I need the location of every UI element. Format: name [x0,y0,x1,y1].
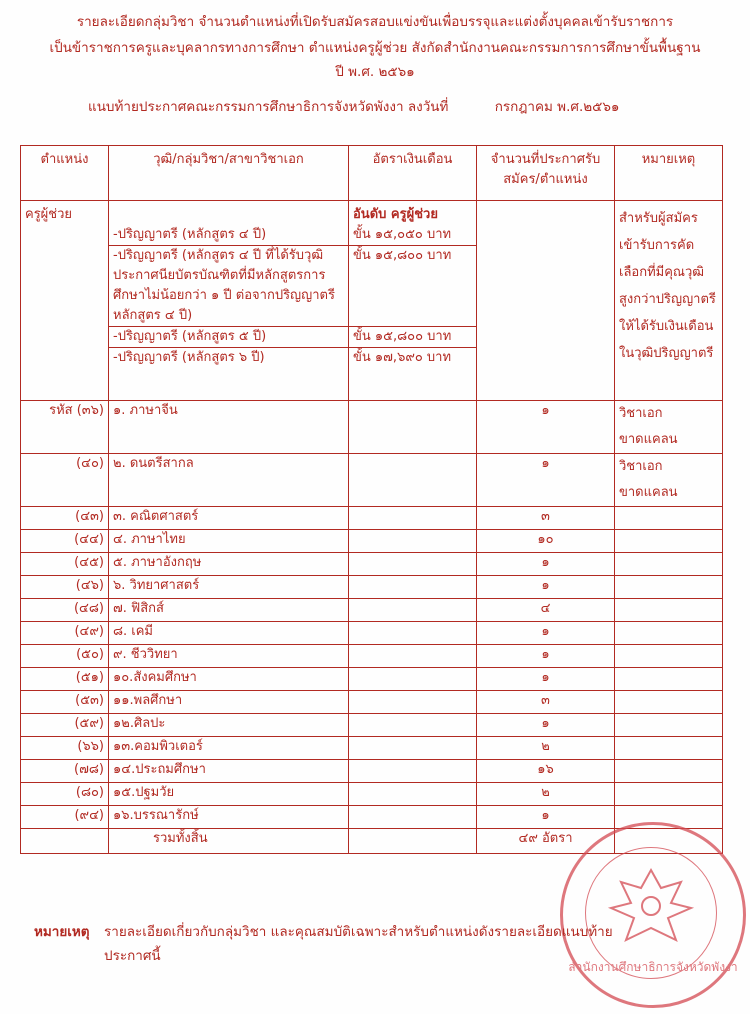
subject-name: ๑๑.พลศึกษา [109,691,349,714]
degree-count-cell [477,201,615,401]
table-row [21,760,723,783]
subject-remark [615,507,723,530]
doc-announcement-line [88,95,620,117]
subject-code: (๔๕) [21,553,109,576]
subject-remark [615,576,723,599]
subject-count: ๒ [477,737,615,760]
salary-header: อันดับ ครูผู้ช่วย [353,207,438,222]
subject-code: (๙๔) [21,806,109,829]
doc-title-line-1: รายละเอียดกลุ่มวิชา จำนวนตำแหน่งที่เปิดรับสมัครสอบแข่งขันเพื่อบรรจุและแต่งตั้งบุคคลเข้ารับราชการ [76,14,674,30]
subject-salary [349,806,477,829]
subject-count: ๓ [477,507,615,530]
subject-count: ๓ [477,691,615,714]
table-row [21,806,723,829]
table-row [21,714,723,737]
total-label: รวมทั้งสิ้น [109,829,349,854]
subject-count: ๑ [477,714,615,737]
subject-count: ๑ [477,806,615,829]
subject-remark [615,783,723,806]
subject-count: ๑ [477,401,615,454]
subject-name: ๑๔.ประถมศึกษา [109,760,349,783]
subject-code: รหัส (๓๖) [21,401,109,454]
subject-code: (๖๖) [21,737,109,760]
footnote-text: รายละเอียดเกี่ยวกับกลุ่มวิชา และคุณสมบัติเฉพาะสำหรับตำแหน่งดังรายละเอียดแนบท้าย [104,924,613,940]
total-spacer [21,829,109,854]
header-count: จำนวนที่ประกาศรับสมัคร/ตำแหน่ง [477,146,615,201]
subject-name: ๘. เคมี [109,622,349,645]
subject-code: (๘๐) [21,783,109,806]
subject-remark [615,530,723,553]
total-value: ๔๙ อัตรา [477,829,615,854]
subject-code: (๔๖) [21,576,109,599]
subject-salary [349,622,477,645]
subject-name: ๗. ฟิสิกส์ [109,599,349,622]
salary-item: ขั้น ๑๕,๐๕๐ บาท [353,227,452,242]
subject-count: ๑ [477,553,615,576]
subject-remark [615,553,723,576]
table-row [21,622,723,645]
subject-remark [615,737,723,760]
degree-item: -ปริญญาตรี (หลักสูตร ๕ ปี) [109,326,348,347]
subject-code: (๕๐) [21,645,109,668]
subject-name: ๔. ภาษาไทย [109,530,349,553]
doc-title-line-2: เป็นข้าราชการครูและบุคลากรทางการศึกษา ตำแหน่งครูผู้ช่วย สังกัดสำนักงานคณะกรรมการการศึกษาขั้นพื้นฐาน [49,40,701,56]
subject-name: ๑๓.คอมพิวเตอร์ [109,737,349,760]
subject-count: ๑ [477,576,615,599]
subject-remark: วิชาเอกขาดแคลน [615,454,723,507]
position-title: ครูผู้ช่วย [21,201,109,401]
salary-item: ขั้น ๑๕,๘๐๐ บาท [349,326,476,347]
degree-item: -ปริญญาตรี (หลักสูตร ๖ ปี) [109,347,348,368]
subject-remark [615,714,723,737]
header-remark: หมายเหตุ [615,146,723,201]
header-degree: วุฒิ/กลุ่มวิชา/สาขาวิชาเอก [109,146,349,201]
subject-salary [349,553,477,576]
degree-remark: สำหรับผู้สมัครเข้ารับการคัดเลือกที่มีคุณวุฒิสูงกว่าปริญญาตรี ให้ได้รับเงินเดือนในวุฒิปริญญาตรี [615,201,723,401]
subject-remark [615,760,723,783]
positions-table [20,145,723,854]
subject-name: ๖. วิทยาศาสตร์ [109,576,349,599]
subject-count: ๑ [477,622,615,645]
degree-list [109,201,349,401]
subject-name: ๕. ภาษาอังกฤษ [109,553,349,576]
subject-name: ๒. ดนตรีสากล [109,454,349,507]
subject-remark [615,668,723,691]
table-row [21,454,723,507]
table-row [21,599,723,622]
table-row [21,576,723,599]
degree-item: -ปริญญาตรี (หลักสูตร ๔ ปี) [113,227,267,242]
subject-remark [615,645,723,668]
subject-salary [349,737,477,760]
subject-name: ๓. คณิตศาสตร์ [109,507,349,530]
subject-count: ๑ [477,668,615,691]
salary-item: ขั้น ๑๕,๘๐๐ บาท [349,245,476,326]
table-row [21,530,723,553]
subject-count: ๑๐ [477,530,615,553]
subject-code: (๔๙) [21,622,109,645]
subject-code: (๗๘) [21,760,109,783]
subject-name: ๑๕.ปฐมวัย [109,783,349,806]
subject-code: (๕๓) [21,691,109,714]
footnote-line-1 [34,920,714,944]
footnote [34,920,714,968]
table-row [21,691,723,714]
table-header-row [21,146,723,201]
table-row [21,553,723,576]
footnote-line-2: ประกาศนี้ [104,948,161,964]
subject-name: ๑๖.บรรณารักษ์ [109,806,349,829]
subject-salary [349,401,477,454]
subject-code: (๕๙) [21,714,109,737]
salary-list [349,201,477,401]
subject-remark [615,599,723,622]
announcement-date: กรกฎาคม พ.ศ.๒๕๖๑ [494,99,620,115]
official-seal [560,822,746,1008]
subject-salary [349,454,477,507]
table-row [21,783,723,806]
announcement-text: แนบท้ายประกาศคณะกรรมการศึกษาธิการจังหวัดพังงา ลงวันที่ [88,99,449,115]
subject-remark [615,691,723,714]
subject-code: (๕๑) [21,668,109,691]
table-row [21,737,723,760]
subject-count: ๑๖ [477,760,615,783]
salary-item: ขั้น ๑๗,๖๙๐ บาท [349,347,476,368]
header-position: ตำแหน่ง [21,146,109,201]
subject-name: ๙. ชีววิทยา [109,645,349,668]
subject-count: ๔ [477,599,615,622]
subject-salary [349,668,477,691]
subject-name: ๑๒.ศิลปะ [109,714,349,737]
table-row [21,645,723,668]
subject-salary [349,599,477,622]
subject-salary [349,760,477,783]
header-salary: อัตราเงินเดือน [349,146,477,201]
subject-salary [349,576,477,599]
subject-salary [349,645,477,668]
degree-item: -ปริญญาตรี (หลักสูตร ๔ ปี ที่ได้รับวุฒิประกาศนียบัตรบัณฑิตที่มีหลักสูตรการศึกษาไม่น้อยกว่า ๑ ปี ต่อจากปริญญาตรีหลักสูตร ๔ ปี) [109,245,348,326]
doc-title-year: ปี พ.ศ. ๒๕๖๑ [335,64,415,80]
subject-code: (๔๔) [21,530,109,553]
total-salary [349,829,477,854]
table-row [21,401,723,454]
footnote-label: หมายเหตุ [34,924,90,940]
subject-name: ๑๐.สังคมศึกษา [109,668,349,691]
subject-salary [349,783,477,806]
table-row [21,507,723,530]
subject-count: ๒ [477,783,615,806]
subject-count: ๑ [477,645,615,668]
subject-code: (๔๓) [21,507,109,530]
subject-remark [615,622,723,645]
subject-count: ๑ [477,454,615,507]
seal-text: สำนักงานศึกษาธิการจังหวัดพังงา [568,960,738,974]
subject-code: (๔๘) [21,599,109,622]
subject-name: ๑. ภาษาจีน [109,401,349,454]
subject-salary [349,714,477,737]
subject-salary [349,691,477,714]
subject-remark: วิชาเอกขาดแคลน [615,401,723,454]
table-row [21,668,723,691]
degree-row [21,201,723,401]
subject-salary [349,530,477,553]
subject-code: (๔๐) [21,454,109,507]
subject-salary [349,507,477,530]
